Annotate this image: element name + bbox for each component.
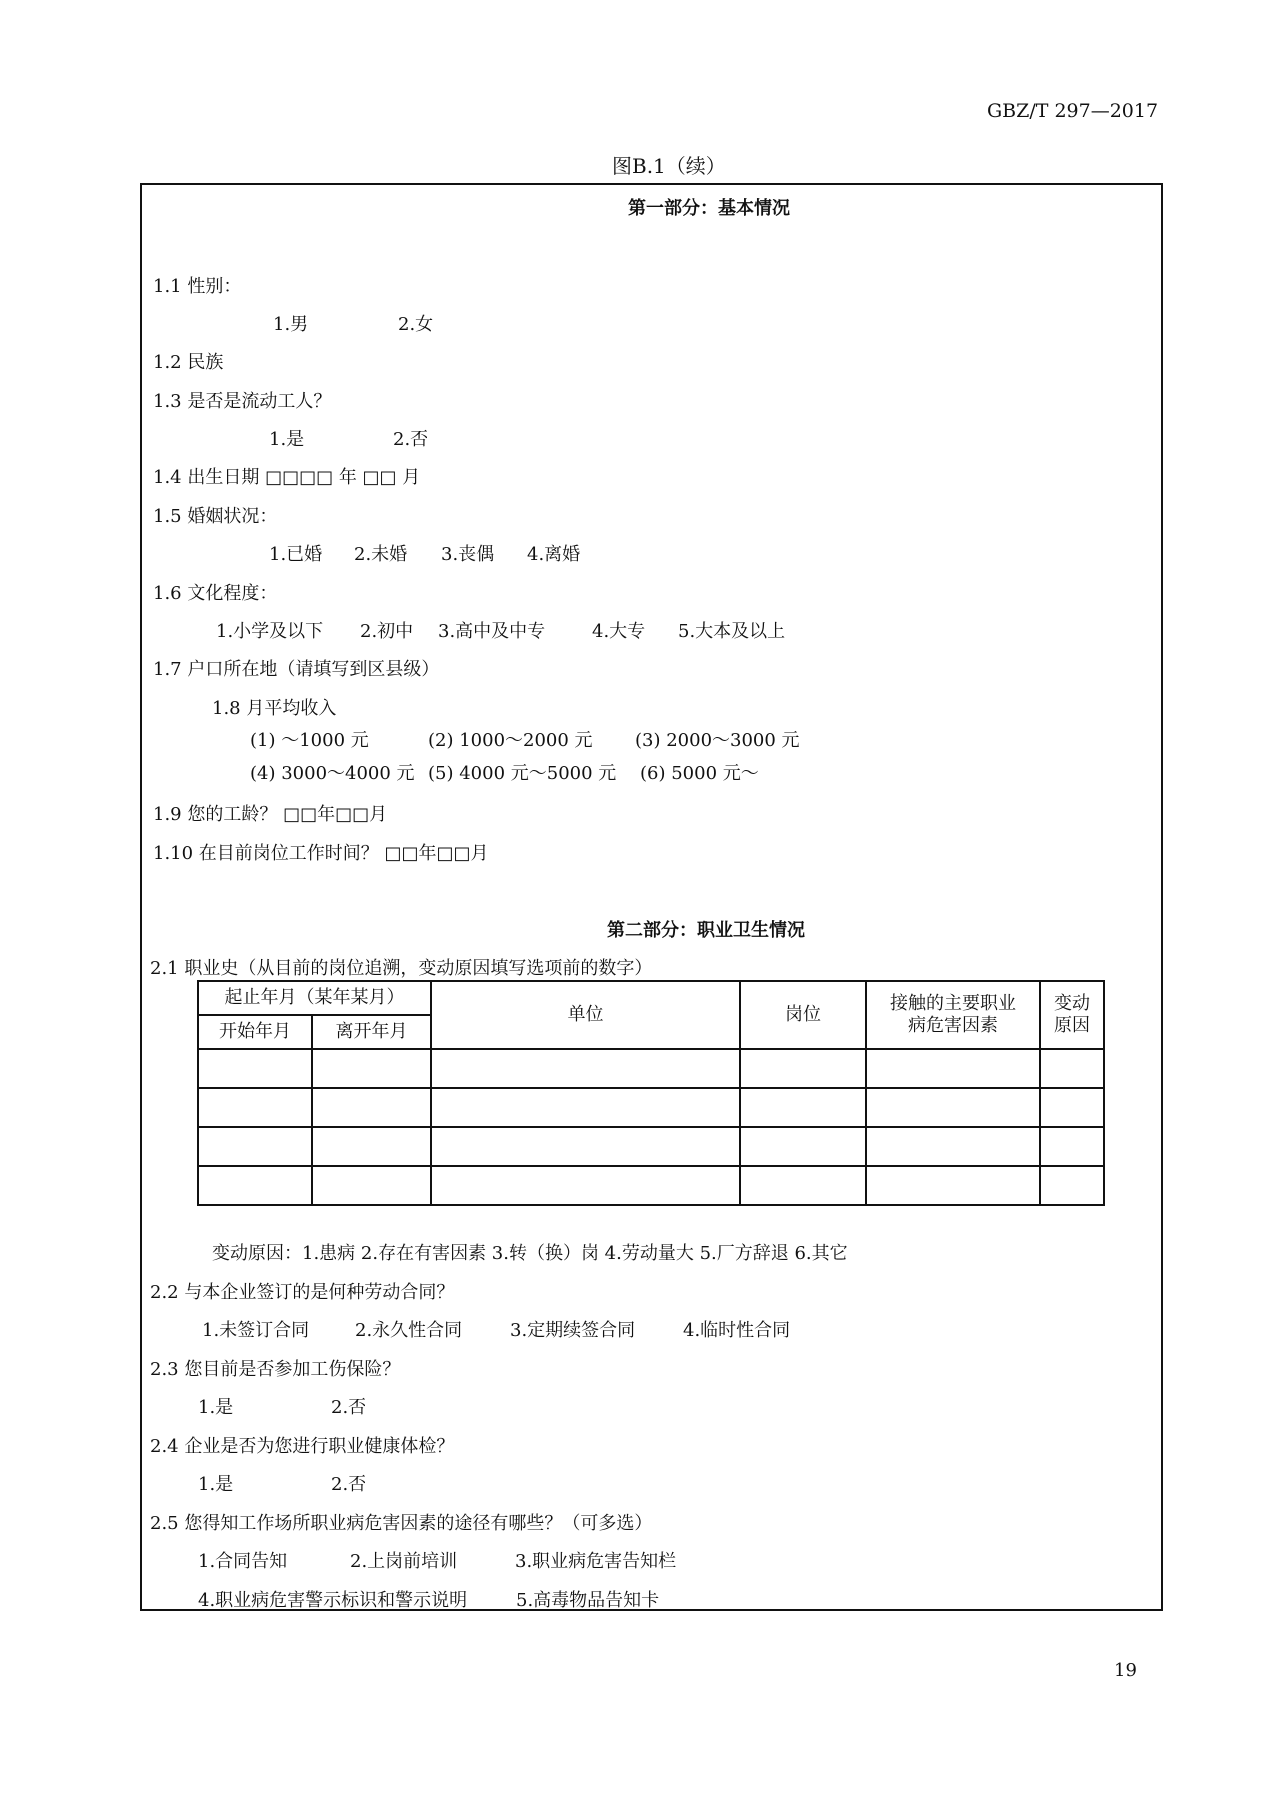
table-row — [198, 1088, 1104, 1127]
table-row — [198, 1166, 1104, 1205]
unit-cell[interactable] — [431, 1049, 740, 1088]
q1-8-option-6: (6) 5000 元～ — [640, 763, 759, 784]
q1-10-label: 1.10 在目前岗位工作时间？ □□年□□月 — [153, 843, 489, 864]
page-number: 19 — [1114, 1660, 1137, 1681]
q2-2-option-2: 2.永久性合同 — [355, 1320, 463, 1341]
q1-6-label: 1.6 文化程度： — [153, 583, 278, 604]
q1-6-option-5: 5.大本及以上 — [678, 621, 786, 642]
post-header: 岗位 — [740, 981, 866, 1049]
hazard-header-line2: 病危害因素 — [908, 1015, 998, 1036]
end-cell[interactable] — [312, 1088, 431, 1127]
q1-5-option-3: 3.丧偶 — [441, 544, 495, 565]
q2-2-label: 2.2 与本企业签订的是何种劳动合同？ — [150, 1282, 455, 1303]
occupation-history-table — [197, 980, 1105, 1206]
reason-cell[interactable] — [1040, 1127, 1104, 1166]
change-reasons-note: 变动原因：1.患病 2.存在有害因素 3.转（换）岗 4.劳动量大 5.厂方辞退 6.其它 — [212, 1243, 848, 1264]
reason-cell[interactable] — [1040, 1049, 1104, 1088]
q1-8-option-4: (4) 3000～4000 元 — [250, 763, 415, 784]
q2-4-option-1: 1.是 — [198, 1474, 234, 1495]
q1-3-option-1: 1.是 — [269, 429, 305, 450]
hazard-cell[interactable] — [866, 1088, 1040, 1127]
part1-title: 第一部分：基本情况 — [628, 198, 790, 219]
q2-5-option-1: 1.合同告知 — [198, 1551, 288, 1572]
standard-number: GBZ/T 297—2017 — [987, 100, 1159, 122]
q1-6-option-4: 4.大专 — [592, 621, 646, 642]
q1-5-option-1: 1.已婚 — [269, 544, 323, 565]
q1-5-option-4: 4.离婚 — [527, 544, 581, 565]
q2-5-label: 2.5 您得知工作场所职业病危害因素的途径有哪些？（可多选） — [150, 1513, 653, 1534]
q1-6-option-3: 3.高中及中专 — [438, 621, 546, 642]
start-cell[interactable] — [198, 1049, 312, 1088]
q2-4-option-2: 2.否 — [331, 1474, 367, 1495]
start-cell[interactable] — [198, 1127, 312, 1166]
q2-2-option-1: 1.未签订合同 — [202, 1320, 310, 1341]
post-cell[interactable] — [740, 1166, 866, 1205]
q1-5-label: 1.5 婚姻状况： — [153, 506, 278, 527]
q1-8-option-5: (5) 4000 元～5000 元 — [428, 763, 617, 784]
unit-cell[interactable] — [431, 1166, 740, 1205]
start-cell[interactable] — [198, 1088, 312, 1127]
q2-5-option-2: 2.上岗前培训 — [350, 1551, 458, 1572]
q2-1-label: 2.1 职业史（从目前的岗位追溯，变动原因填写选项前的数字） — [150, 958, 653, 979]
q2-2-option-4: 4.临时性合同 — [683, 1320, 791, 1341]
start-cell[interactable] — [198, 1166, 312, 1205]
q1-1-option-1: 1.男 — [273, 314, 309, 335]
q1-7-label: 1.7 户口所在地（请填写到区县级） — [153, 659, 440, 680]
q2-4-label: 2.4 企业是否为您进行职业健康体检？ — [150, 1436, 455, 1457]
q1-1-option-2: 2.女 — [398, 314, 434, 335]
q1-3-option-2: 2.否 — [393, 429, 429, 450]
q1-8-option-2: (2) 1000～2000 元 — [428, 730, 593, 751]
start-header: 开始年月 — [198, 1015, 312, 1049]
reason-header — [1040, 981, 1104, 1049]
post-cell[interactable] — [740, 1049, 866, 1088]
q1-8-label: 1.8 月平均收入 — [212, 698, 337, 719]
post-cell[interactable] — [740, 1088, 866, 1127]
end-cell[interactable] — [312, 1127, 431, 1166]
hazard-header — [866, 981, 1040, 1049]
end-cell[interactable] — [312, 1166, 431, 1205]
unit-cell[interactable] — [431, 1127, 740, 1166]
q1-6-option-1: 1.小学及以下 — [216, 621, 324, 642]
reason-cell[interactable] — [1040, 1166, 1104, 1205]
q1-1-label: 1.1 性别： — [153, 276, 242, 297]
q1-2-label: 1.2 民族 — [153, 352, 224, 373]
q1-3-label: 1.3 是否是流动工人？ — [153, 391, 332, 412]
hazard-cell[interactable] — [866, 1049, 1040, 1088]
q1-8-option-3: (3) 2000～3000 元 — [635, 730, 800, 751]
q2-3-option-1: 1.是 — [198, 1397, 234, 1418]
table-row — [198, 1049, 1104, 1088]
figure-title: 图B.1（续） — [612, 154, 726, 178]
q1-4-label: 1.4 出生日期 □□□□ 年 □□ 月 — [153, 467, 421, 488]
q2-5-option-4: 4.职业病危害警示标识和警示说明 — [198, 1590, 468, 1611]
reason-header-line1: 变动 — [1054, 993, 1090, 1014]
q2-5-option-5: 5.高毒物品告知卡 — [516, 1590, 660, 1611]
part2-title: 第二部分：职业卫生情况 — [607, 920, 805, 941]
q1-9-label: 1.9 您的工龄？ □□年□□月 — [153, 804, 388, 825]
q2-5-option-3: 3.职业病危害告知栏 — [515, 1551, 677, 1572]
q2-3-label: 2.3 您目前是否参加工伤保险？ — [150, 1359, 401, 1380]
end-cell[interactable] — [312, 1049, 431, 1088]
q1-6-option-2: 2.初中 — [360, 621, 414, 642]
post-cell[interactable] — [740, 1127, 866, 1166]
unit-header: 单位 — [431, 981, 740, 1049]
table-row — [198, 1127, 1104, 1166]
unit-cell[interactable] — [431, 1088, 740, 1127]
hazard-cell[interactable] — [866, 1127, 1040, 1166]
q1-5-option-2: 2.未婚 — [354, 544, 408, 565]
reason-cell[interactable] — [1040, 1088, 1104, 1127]
reason-header-line2: 原因 — [1054, 1015, 1090, 1036]
q1-8-option-1: (1) ～1000 元 — [250, 730, 369, 751]
hazard-header-line1: 接触的主要职业 — [890, 993, 1016, 1014]
hazard-cell[interactable] — [866, 1166, 1040, 1205]
end-header: 离开年月 — [312, 1015, 431, 1049]
period-header: 起止年月（某年某月） — [198, 981, 431, 1015]
q2-2-option-3: 3.定期续签合同 — [510, 1320, 636, 1341]
q2-3-option-2: 2.否 — [331, 1397, 367, 1418]
